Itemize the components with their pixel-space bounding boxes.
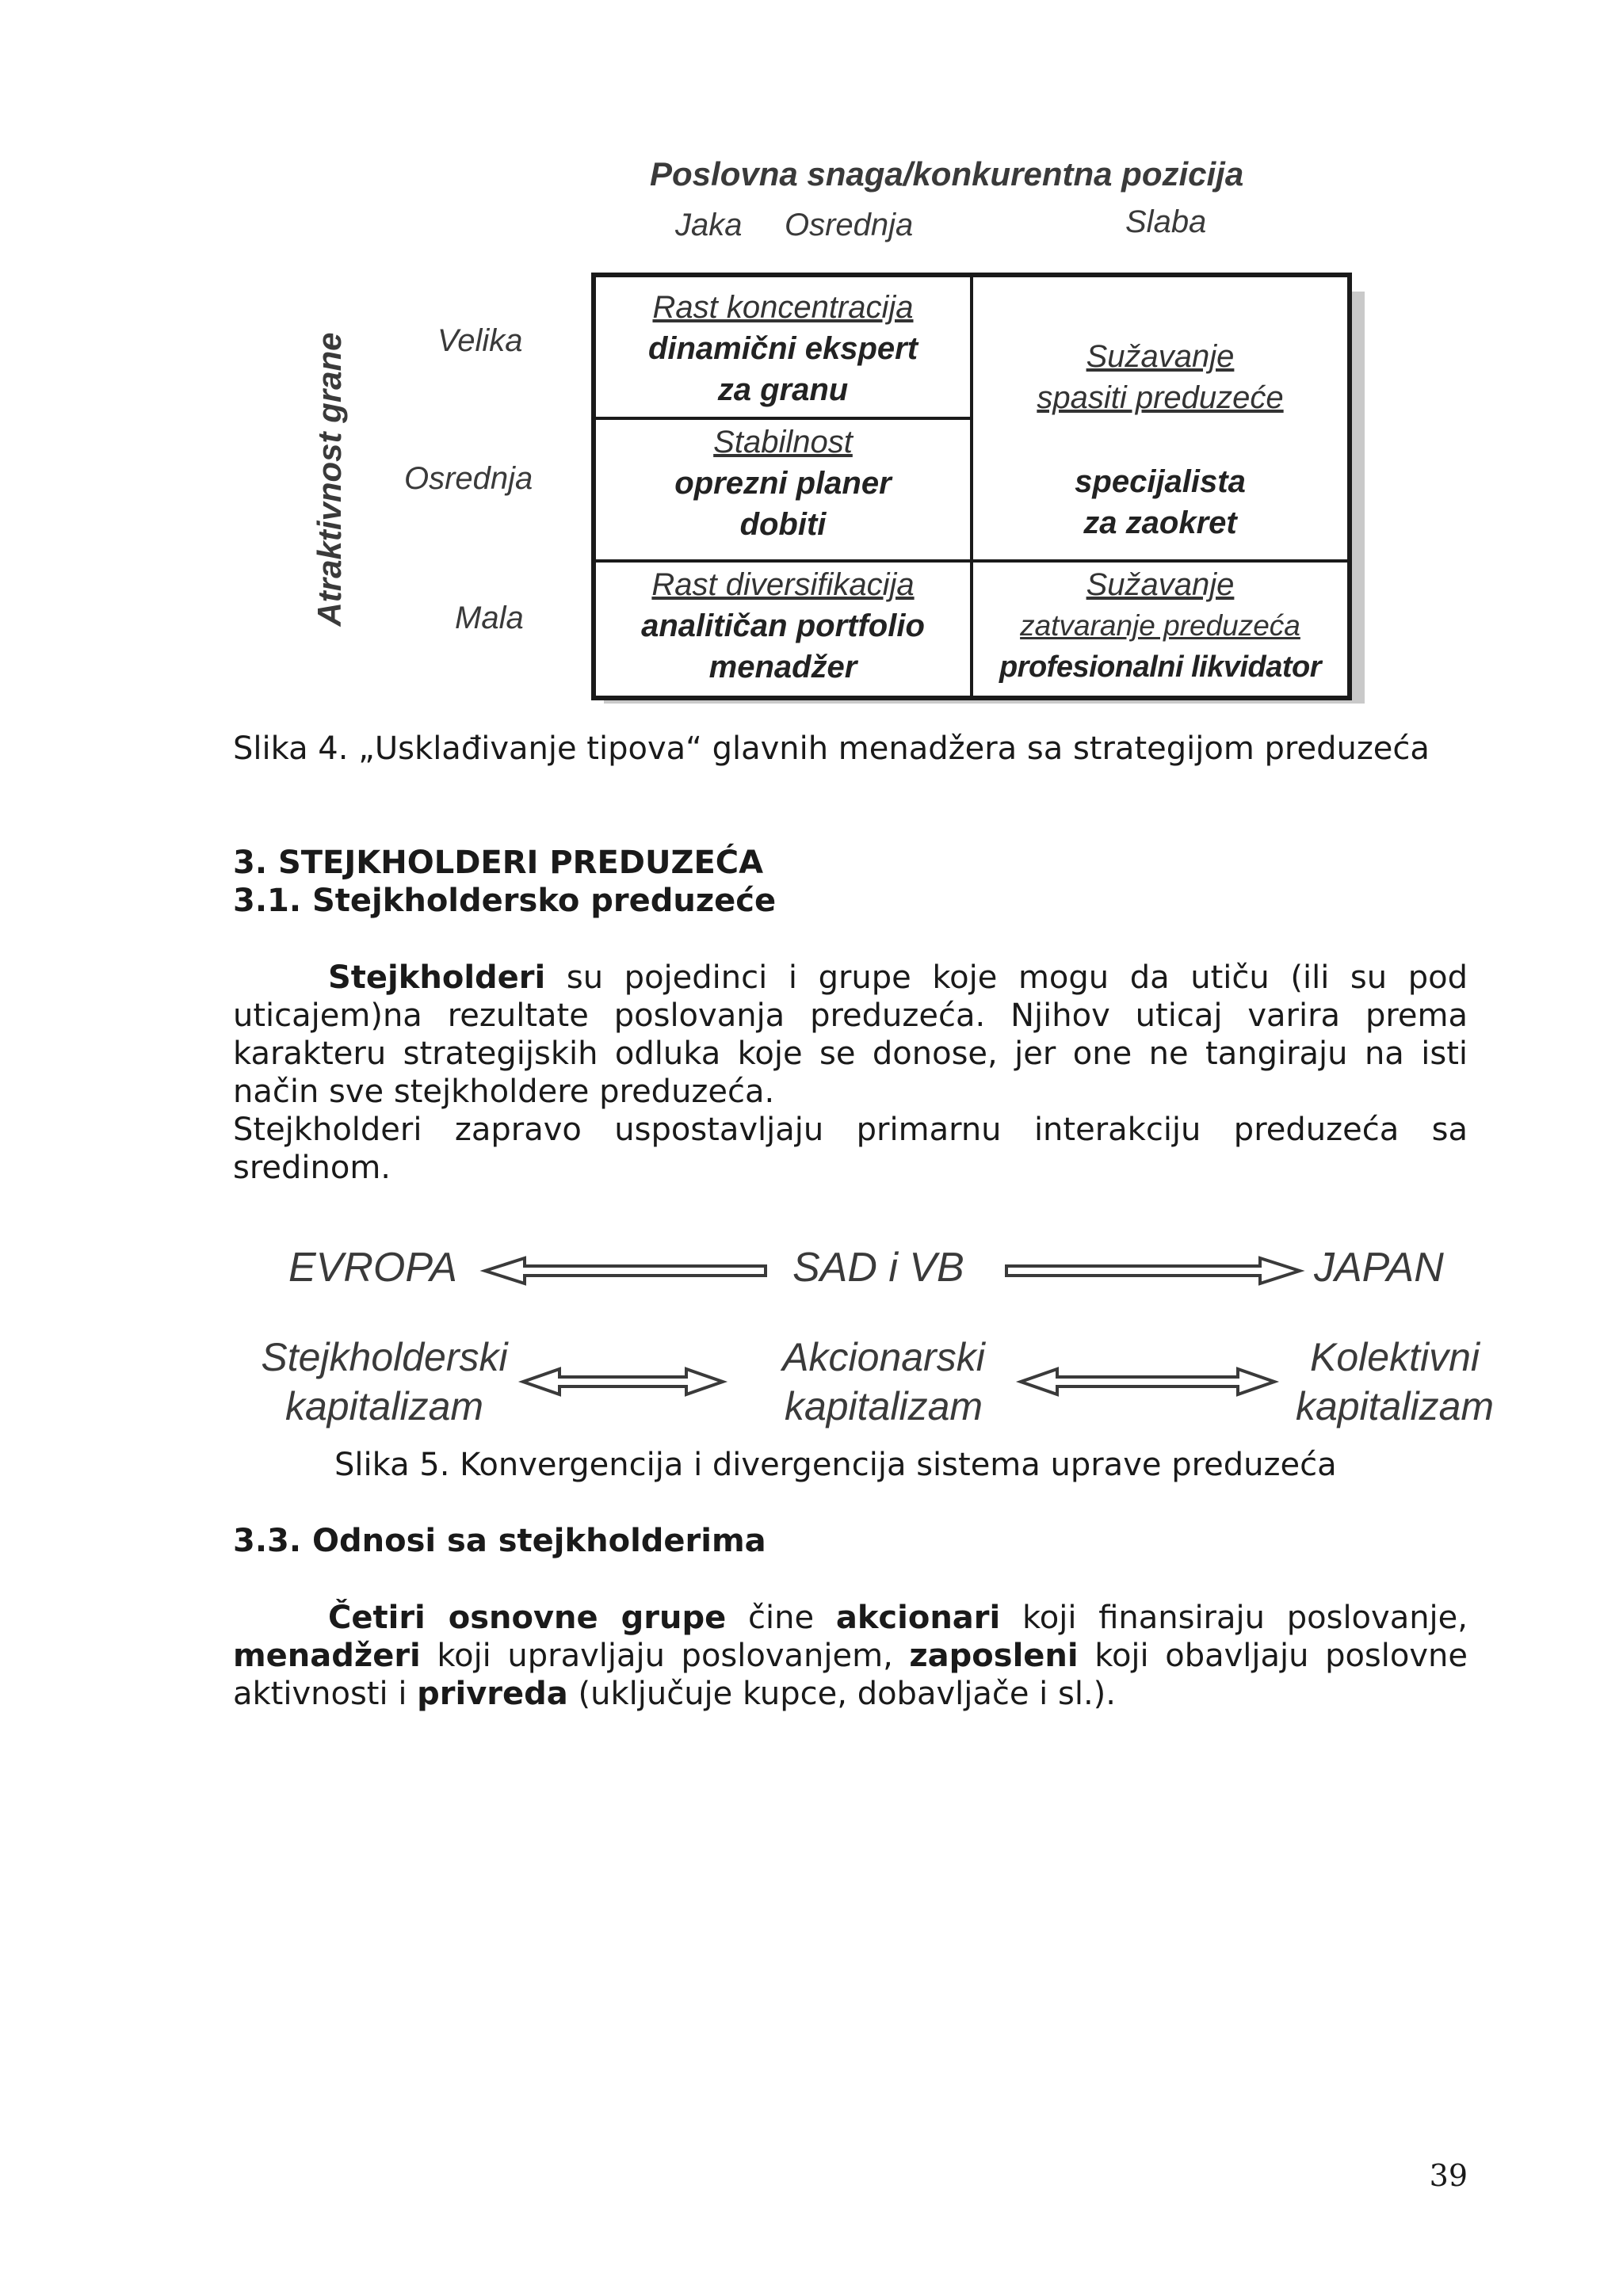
cell-manager-type: za zaokret — [1083, 505, 1237, 540]
paragraph-groups — [233, 1599, 1468, 1713]
cell-manager-type: menadžer — [708, 650, 857, 685]
cell-strategy: Stabilnost — [713, 425, 853, 460]
cell-strategy: Rast koncentracija — [652, 290, 914, 325]
row-header-osrednja: Osrednja — [404, 461, 533, 496]
bold-term: Stejkholderi — [328, 959, 546, 996]
cell-strategy: Rast diversifikacija — [651, 567, 915, 602]
label-line: Akcionarski — [782, 1335, 985, 1379]
figure5-caption: Slika 5. Konvergencija i divergencija sistema uprave preduzeća — [334, 1447, 1337, 1483]
cell-manager-type: za granu — [717, 372, 849, 407]
section-heading: 3. STEJKHOLDERI PREDUZEĆA — [233, 845, 764, 881]
bold-term: akcionari — [835, 1600, 1001, 1636]
double-arrow-left — [523, 1369, 723, 1394]
cell-manager-type: dobiti — [739, 507, 827, 542]
label-collective-capitalism — [1276, 1333, 1514, 1431]
label-evropa: EVROPA — [288, 1245, 457, 1291]
text-line — [233, 1675, 1468, 1713]
text-line: sredinom. — [233, 1150, 391, 1186]
subsection-heading-33: 3.3. Odnosi sa stejkholderima — [233, 1523, 766, 1559]
row-header-mala: Mala — [455, 601, 524, 635]
label-line: Kolektivni — [1310, 1335, 1480, 1379]
row-header-velika: Velika — [437, 323, 523, 358]
label-line: kapitalizam — [1295, 1384, 1495, 1428]
cell-manager-type: dinamični ekspert — [647, 331, 918, 366]
double-arrow-right — [1021, 1369, 1274, 1394]
label-sad-vb: SAD i VB — [792, 1245, 964, 1291]
cell-substrategy: spasiti preduzeće — [1037, 380, 1284, 415]
label-japan: JAPAN — [1314, 1245, 1444, 1291]
bold-term: menadžeri — [233, 1638, 421, 1674]
figure4-caption: Slika 4. „Usklađivanje tipova“ glavnih menadžera sa strategijom preduzeća — [233, 730, 1430, 767]
cell-strategy: Sužavanje — [1086, 339, 1235, 374]
cell-manager-type: analitičan portfolio — [641, 608, 925, 643]
cell-manager-type: specijalista — [1075, 464, 1246, 499]
page-number: 39 — [1429, 2158, 1468, 2193]
text-span: aktivnosti i — [233, 1676, 407, 1712]
text-span: koji obavljaju poslovne — [1094, 1638, 1468, 1674]
figure4-title: Poslovna snaga/konkurentna pozicija — [650, 155, 1244, 193]
text-span: koji finansiraju poslovanje, — [1022, 1600, 1468, 1636]
label-line: Stejkholderski — [261, 1335, 508, 1379]
y-axis-label: Atraktivnost grane — [311, 332, 348, 627]
subsection-heading: 3.1. Stejkholdersko preduzeće — [233, 883, 777, 919]
label-line: kapitalizam — [285, 1384, 484, 1428]
label-line: kapitalizam — [784, 1384, 983, 1428]
text-span: koji upravljaju poslovanjem, — [437, 1638, 893, 1674]
text-span: čine — [747, 1600, 815, 1636]
text-line: Stejkholderi zapravo uspostavljaju primarnu interakciju preduzeća sa — [233, 1112, 1468, 1148]
cell-strategy: Sužavanje — [1086, 567, 1235, 602]
arrow-to-evropa — [485, 1258, 766, 1283]
col-header-slaba: Slaba — [1125, 204, 1207, 239]
text-line: karakteru strategijskih odluka koje se donose, jer one ne tangiraju na isti — [233, 1035, 1468, 1072]
cell-manager-type: profesionalni likvidator — [999, 650, 1322, 684]
label-stakeholder-capitalism — [246, 1333, 523, 1431]
text-line: uticajem)na rezultate poslovanja preduzeća. Njihov uticaj varira prema — [233, 997, 1468, 1034]
cell-manager-type: oprezni planer — [674, 466, 892, 501]
text-span: su pojedinci i grupe koje mogu da utiču (ili su pod — [566, 959, 1468, 996]
label-shareholder-capitalism — [753, 1333, 1014, 1431]
bold-term: Četiri osnovne grupe — [328, 1600, 727, 1636]
text-line: način sve stejkholdere preduzeća. — [233, 1074, 775, 1110]
bold-term: zaposleni — [909, 1638, 1079, 1674]
col-header-osrednja: Osrednja — [785, 208, 914, 242]
text-line — [233, 1599, 1468, 1637]
text-span: (uključuje kupce, dobavljače i sl.). — [578, 1676, 1116, 1712]
text-line — [233, 1637, 1468, 1675]
bold-term: privreda — [417, 1676, 568, 1712]
col-header-jaka: Jaka — [675, 208, 743, 242]
cell-substrategy: zatvaranje preduzeća — [1020, 609, 1300, 642]
arrow-to-japan — [1006, 1258, 1300, 1283]
